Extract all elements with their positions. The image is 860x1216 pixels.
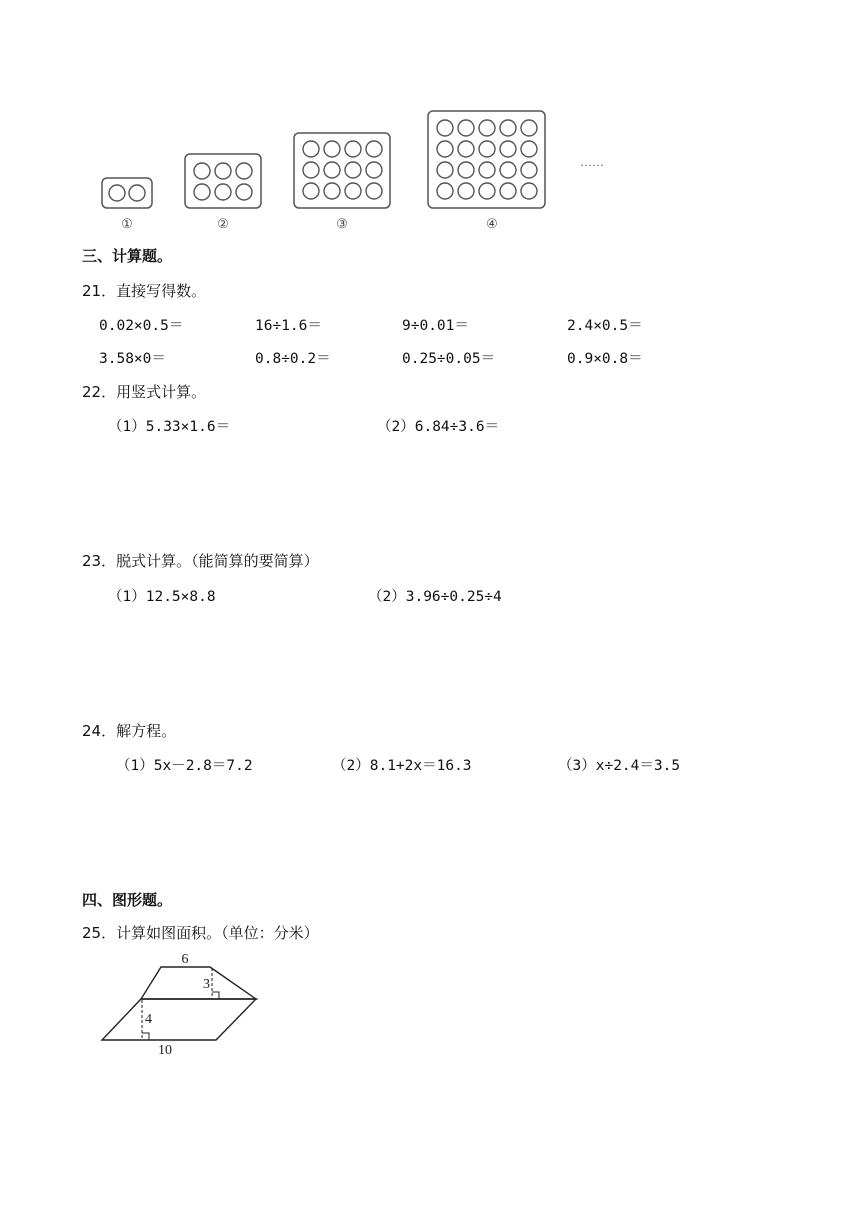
label-top-6: 6 bbox=[181, 952, 189, 967]
q24-item-1: （1）5x－2.8＝7.2 bbox=[116, 758, 253, 774]
label-height-3: 3 bbox=[203, 977, 210, 992]
q21-item-7: 0.25÷0.05＝ bbox=[402, 351, 496, 367]
section-3-title: 三、计算题。 bbox=[82, 247, 173, 265]
label-bottom-10: 10 bbox=[158, 1043, 172, 1058]
pattern-frame-1 bbox=[102, 178, 152, 208]
pattern-label-1: ① bbox=[121, 216, 133, 231]
label-height-4: 4 bbox=[145, 1012, 152, 1027]
q21-item-1: 0.02×0.5＝ bbox=[99, 318, 184, 334]
q24-title: 24．解方程。 bbox=[82, 722, 177, 740]
pattern-frame-4 bbox=[428, 111, 545, 208]
q21-item-8: 0.9×0.8＝ bbox=[567, 351, 643, 367]
circle-pattern-figure bbox=[96, 104, 616, 234]
pattern-label-2: ② bbox=[217, 216, 229, 231]
q21-title: 21．直接写得数。 bbox=[82, 282, 207, 300]
q22-title: 22．用竖式计算。 bbox=[82, 383, 207, 401]
q21-item-3: 9÷0.01＝ bbox=[402, 318, 469, 334]
pattern-label-3: ③ bbox=[336, 216, 348, 231]
trapezoid-parallelogram-figure bbox=[98, 948, 268, 1058]
q21-item-2: 16÷1.6＝ bbox=[255, 318, 322, 334]
q24-item-3: （3）x÷2.4＝3.5 bbox=[558, 758, 681, 774]
pattern-ellipsis: …… bbox=[580, 155, 604, 169]
q21-item-5: 3.58×0＝ bbox=[99, 351, 166, 367]
q21-item-4: 2.4×0.5＝ bbox=[567, 318, 643, 334]
q23-item-1: （1）12.5×8.8 bbox=[108, 589, 216, 605]
q22-item-2: （2）6.84÷3.6＝ bbox=[377, 419, 500, 435]
q22-item-1: （1）5.33×1.6＝ bbox=[108, 419, 231, 435]
q23-item-2: （2）3.96÷0.25÷4 bbox=[368, 589, 502, 605]
pattern-frame-2 bbox=[185, 154, 261, 208]
q24-item-2: （2）8.1+2x＝16.3 bbox=[332, 758, 472, 774]
pattern-frame-3 bbox=[294, 133, 390, 208]
q25-title: 25．计算如图面积。（单位：分米） bbox=[82, 924, 319, 942]
q21-item-6: 0.8÷0.2＝ bbox=[255, 351, 331, 367]
q23-title: 23．脱式计算。（能简算的要简算） bbox=[82, 552, 319, 570]
section-4-title: 四、图形题。 bbox=[82, 891, 173, 909]
pattern-label-4: ④ bbox=[486, 216, 498, 231]
